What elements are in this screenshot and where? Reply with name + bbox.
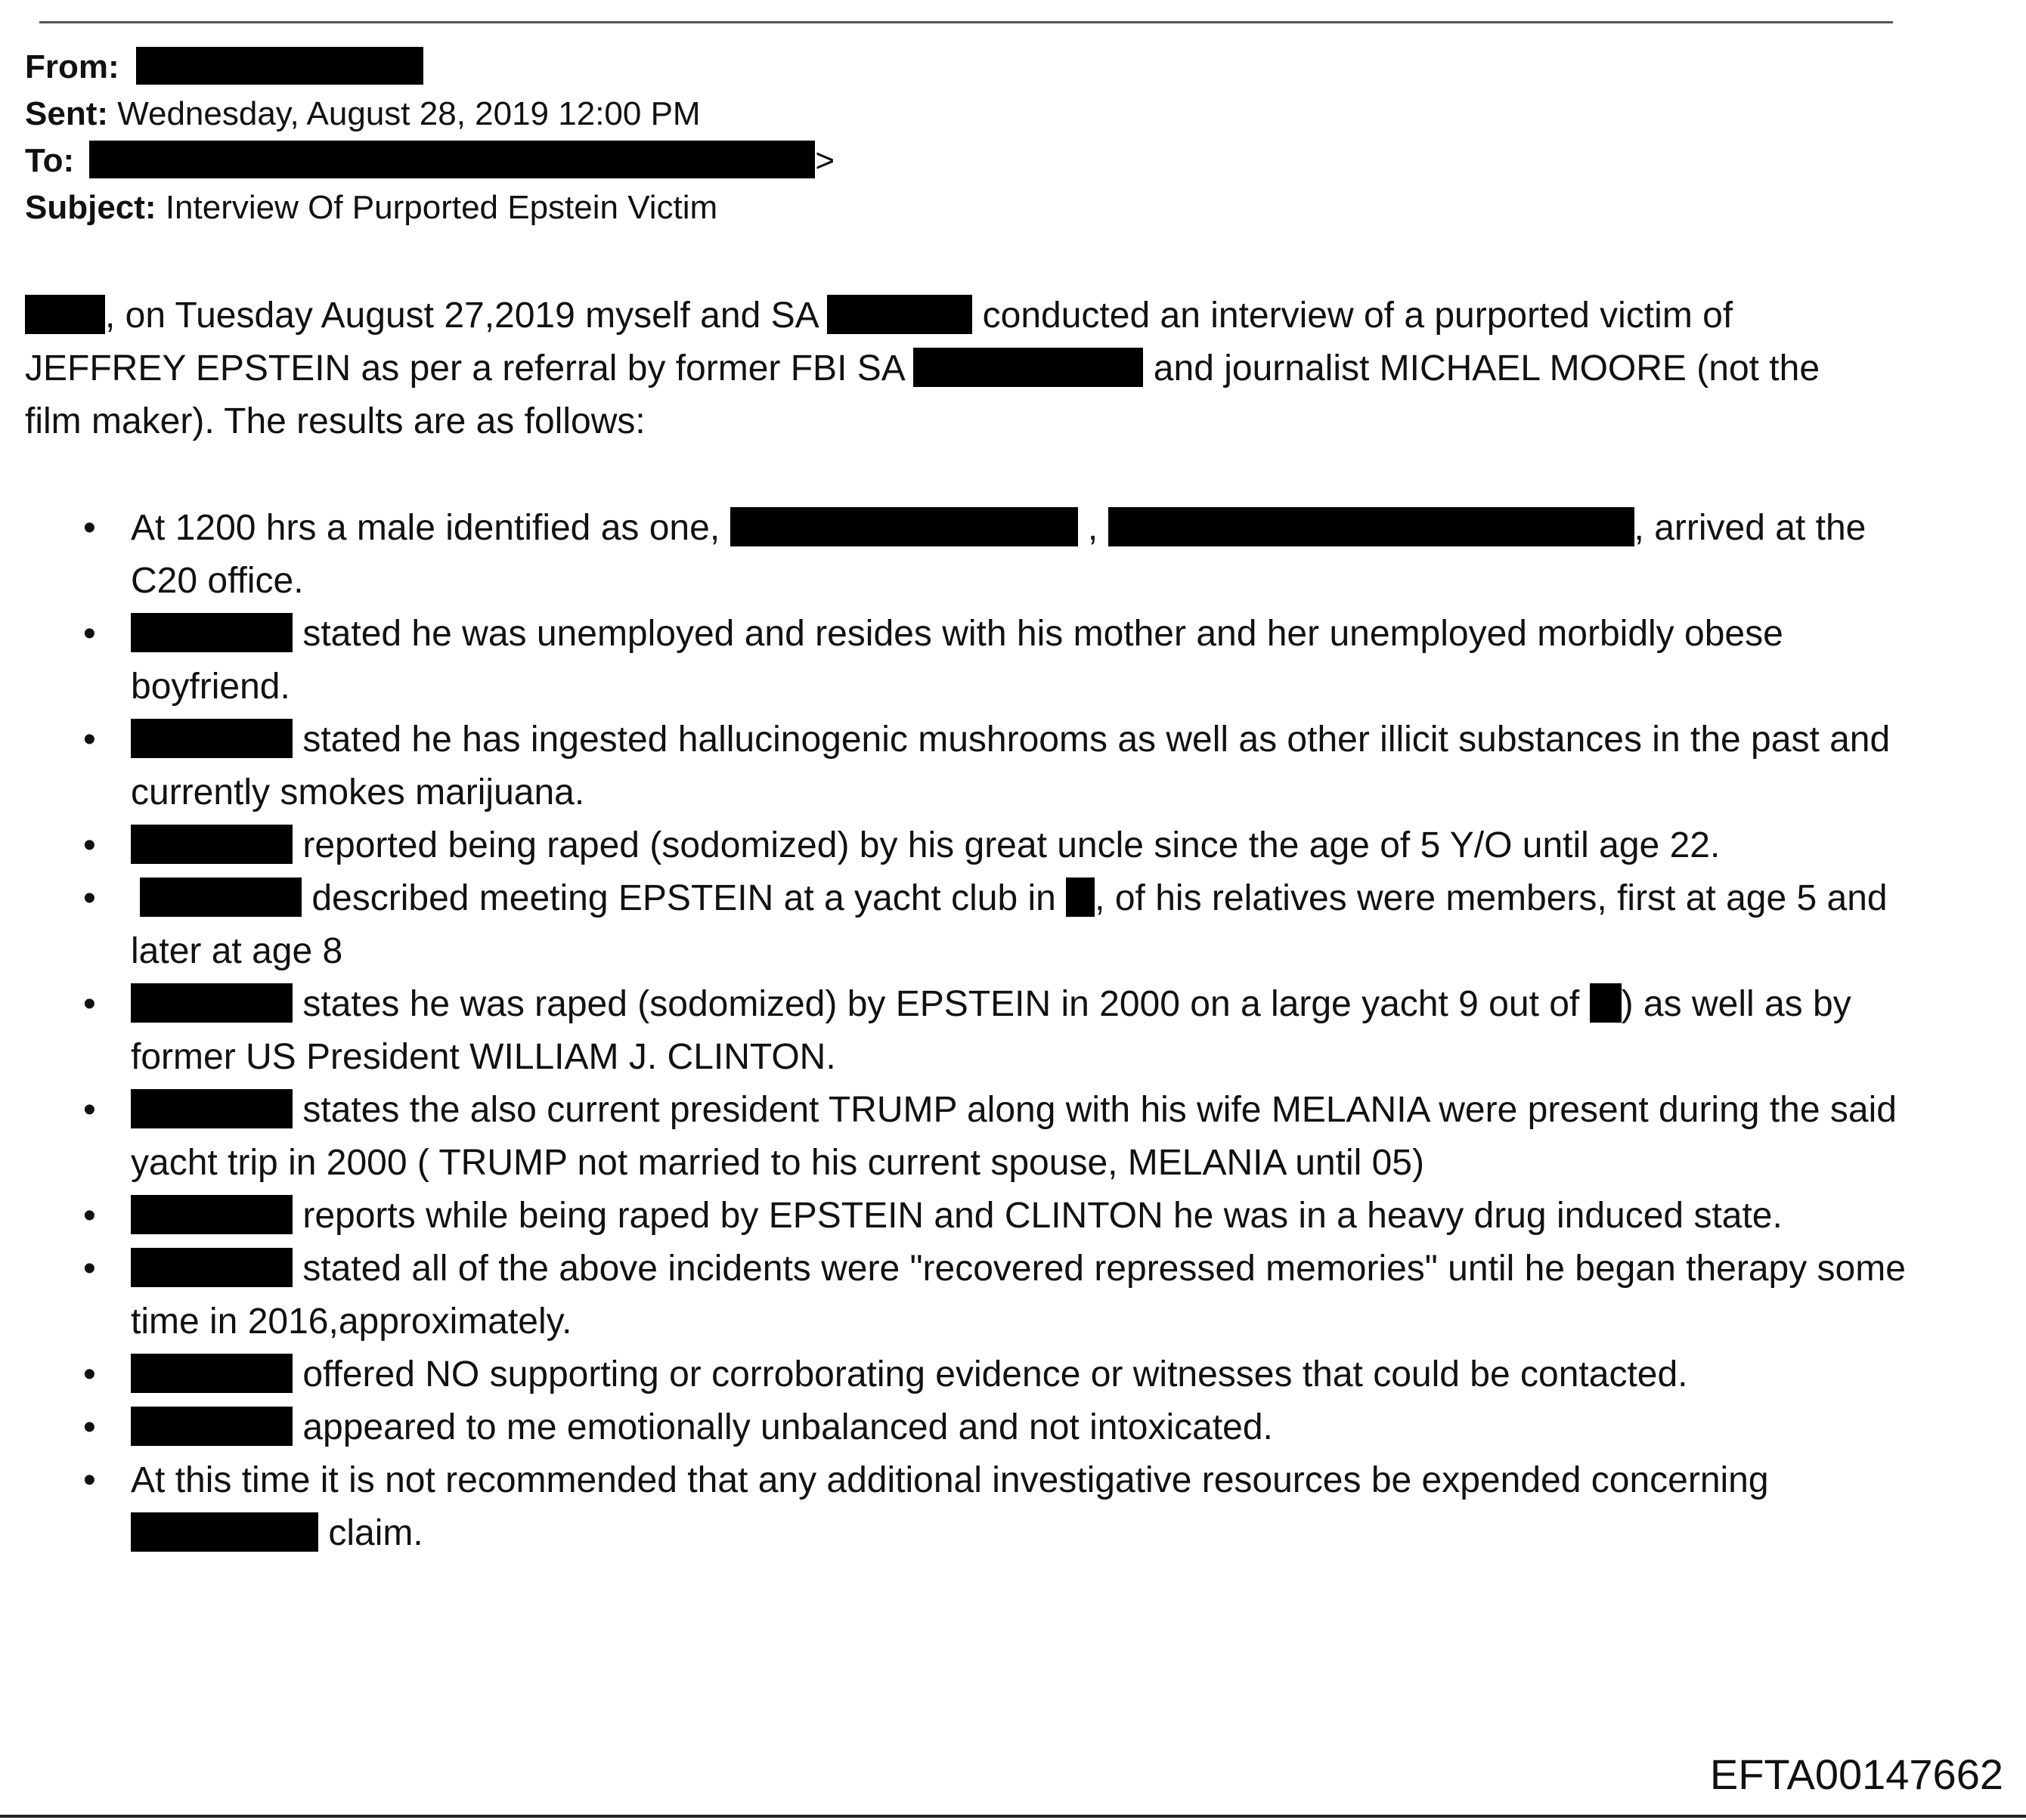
item-text: states the also current president TRUMP along with his wife MELANIA were present during the said yacht trip in 2000 ( TRUMP not married to his current spouse, MELANIA until 05) bbox=[131, 1090, 1897, 1183]
redacted-name bbox=[25, 295, 105, 334]
item-text: stated he has ingested hallucinogenic mushrooms as well as other illicit substances in the past and currently smokes marijuana. bbox=[131, 720, 1891, 812]
item-text: ) as well as by former US President WILLIAM J. CLINTON. bbox=[131, 984, 1851, 1077]
sent-line bbox=[25, 91, 835, 138]
list-item bbox=[83, 713, 1928, 819]
document-id: EFTA00147662 bbox=[1709, 1750, 2003, 1798]
redacted-name bbox=[730, 507, 1078, 546]
subject-line bbox=[25, 184, 835, 231]
item-text: , of his relatives were members, first at age 5 and later at age 8 bbox=[131, 878, 1888, 971]
redacted-name bbox=[131, 825, 293, 864]
bullet-icon: • bbox=[83, 1196, 96, 1236]
to-suffix: > bbox=[815, 142, 835, 179]
list-item bbox=[83, 1084, 1928, 1190]
redacted-name bbox=[131, 1248, 293, 1287]
to-label: To: bbox=[25, 142, 75, 179]
bullet-icon: • bbox=[83, 1460, 96, 1500]
list-item bbox=[83, 872, 1928, 978]
item-text: stated all of the above incidents were "recovered repressed memories" until he began therapy some time in 2016,approximately. bbox=[131, 1249, 1906, 1342]
from-line bbox=[25, 44, 835, 91]
list-item bbox=[83, 1348, 1928, 1401]
item-text: states he was raped (sodomized) by EPSTEIN in 2000 on a large yacht 9 out of bbox=[293, 984, 1590, 1024]
findings-list bbox=[83, 502, 1928, 1560]
bullet-icon: • bbox=[83, 878, 96, 918]
item-text: At 1200 hrs a male identified as one, bbox=[131, 508, 730, 548]
intro-paragraph bbox=[25, 289, 1870, 448]
item-text: reported being raped (sodomized) by his great uncle since the age of 5 Y/O until age 22. bbox=[293, 825, 1721, 865]
intro-text-2: conducted an interview of a purported victim of JEFFREY EPSTEIN as per a referral by former FBI SA bbox=[25, 296, 1733, 388]
redacted-location bbox=[1066, 878, 1095, 917]
list-item bbox=[83, 502, 1928, 608]
item-text: , bbox=[1077, 508, 1108, 548]
sent-value: Wednesday, August 28, 2019 12:00 PM bbox=[117, 95, 701, 132]
list-item bbox=[83, 978, 1928, 1084]
item-text: offered NO supporting or corroborating evidence or witnesses that could be contacted. bbox=[293, 1354, 1688, 1394]
redacted-name bbox=[131, 1407, 293, 1446]
bottom-border bbox=[0, 1815, 2026, 1818]
redacted-name bbox=[131, 1089, 293, 1128]
bullet-icon: • bbox=[83, 825, 96, 865]
subject-label: Subject: bbox=[25, 189, 156, 226]
item-text: , arrived at the C20 office. bbox=[131, 508, 1866, 601]
to-line bbox=[25, 138, 835, 184]
redacted-details bbox=[1108, 507, 1634, 546]
item-text: reports while being raped by EPSTEIN and CLINTON he was in a heavy drug induced state. bbox=[293, 1196, 1783, 1236]
redacted-name bbox=[140, 878, 302, 917]
from-label: From: bbox=[25, 48, 119, 85]
item-text: claim. bbox=[318, 1513, 423, 1553]
top-divider bbox=[39, 21, 1893, 23]
redacted-name bbox=[131, 1195, 293, 1234]
item-text: stated he was unemployed and resides with his mother and her unemployed morbidly obese boyfriend. bbox=[131, 614, 1783, 707]
redacted-name bbox=[131, 719, 293, 758]
list-item bbox=[83, 1190, 1928, 1243]
list-item bbox=[83, 1401, 1928, 1454]
bullet-icon: • bbox=[83, 1249, 96, 1289]
subject-value: Interview Of Purported Epstein Victim bbox=[165, 189, 718, 226]
redacted-name bbox=[131, 613, 293, 652]
list-item bbox=[83, 1454, 1928, 1560]
intro-text-1: , on Tuesday August 27,2019 myself and SA bbox=[105, 296, 828, 336]
intro-text-3: and journalist MICHAEL MOORE (not the film maker). The results are as follows: bbox=[25, 348, 1820, 441]
redacted-name bbox=[131, 1354, 293, 1393]
list-item bbox=[83, 1243, 1928, 1348]
bullet-icon: • bbox=[83, 984, 96, 1024]
redacted-location bbox=[1590, 983, 1622, 1023]
list-item bbox=[83, 819, 1928, 872]
bullet-icon: • bbox=[83, 614, 96, 654]
email-header bbox=[25, 44, 835, 231]
bullet-icon: • bbox=[83, 508, 96, 548]
bullet-icon: • bbox=[83, 1090, 96, 1130]
item-text: At this time it is not recommended that any additional investigative resources be expended concerning bbox=[131, 1460, 1769, 1500]
redacted-sender bbox=[136, 47, 423, 85]
redacted-name bbox=[131, 983, 293, 1023]
sent-label: Sent: bbox=[25, 95, 108, 132]
bullet-icon: • bbox=[83, 720, 96, 760]
bullet-icon: • bbox=[83, 1354, 96, 1394]
redacted-recipient bbox=[89, 141, 815, 178]
list-item bbox=[83, 608, 1928, 713]
item-text: appeared to me emotionally unbalanced and not intoxicated. bbox=[293, 1407, 1273, 1447]
redacted-agent bbox=[827, 295, 972, 334]
bullet-icon: • bbox=[83, 1407, 96, 1447]
item-text: described meeting EPSTEIN at a yacht club in bbox=[302, 878, 1067, 918]
redacted-name bbox=[131, 1512, 318, 1552]
redacted-former-agent bbox=[913, 348, 1143, 387]
